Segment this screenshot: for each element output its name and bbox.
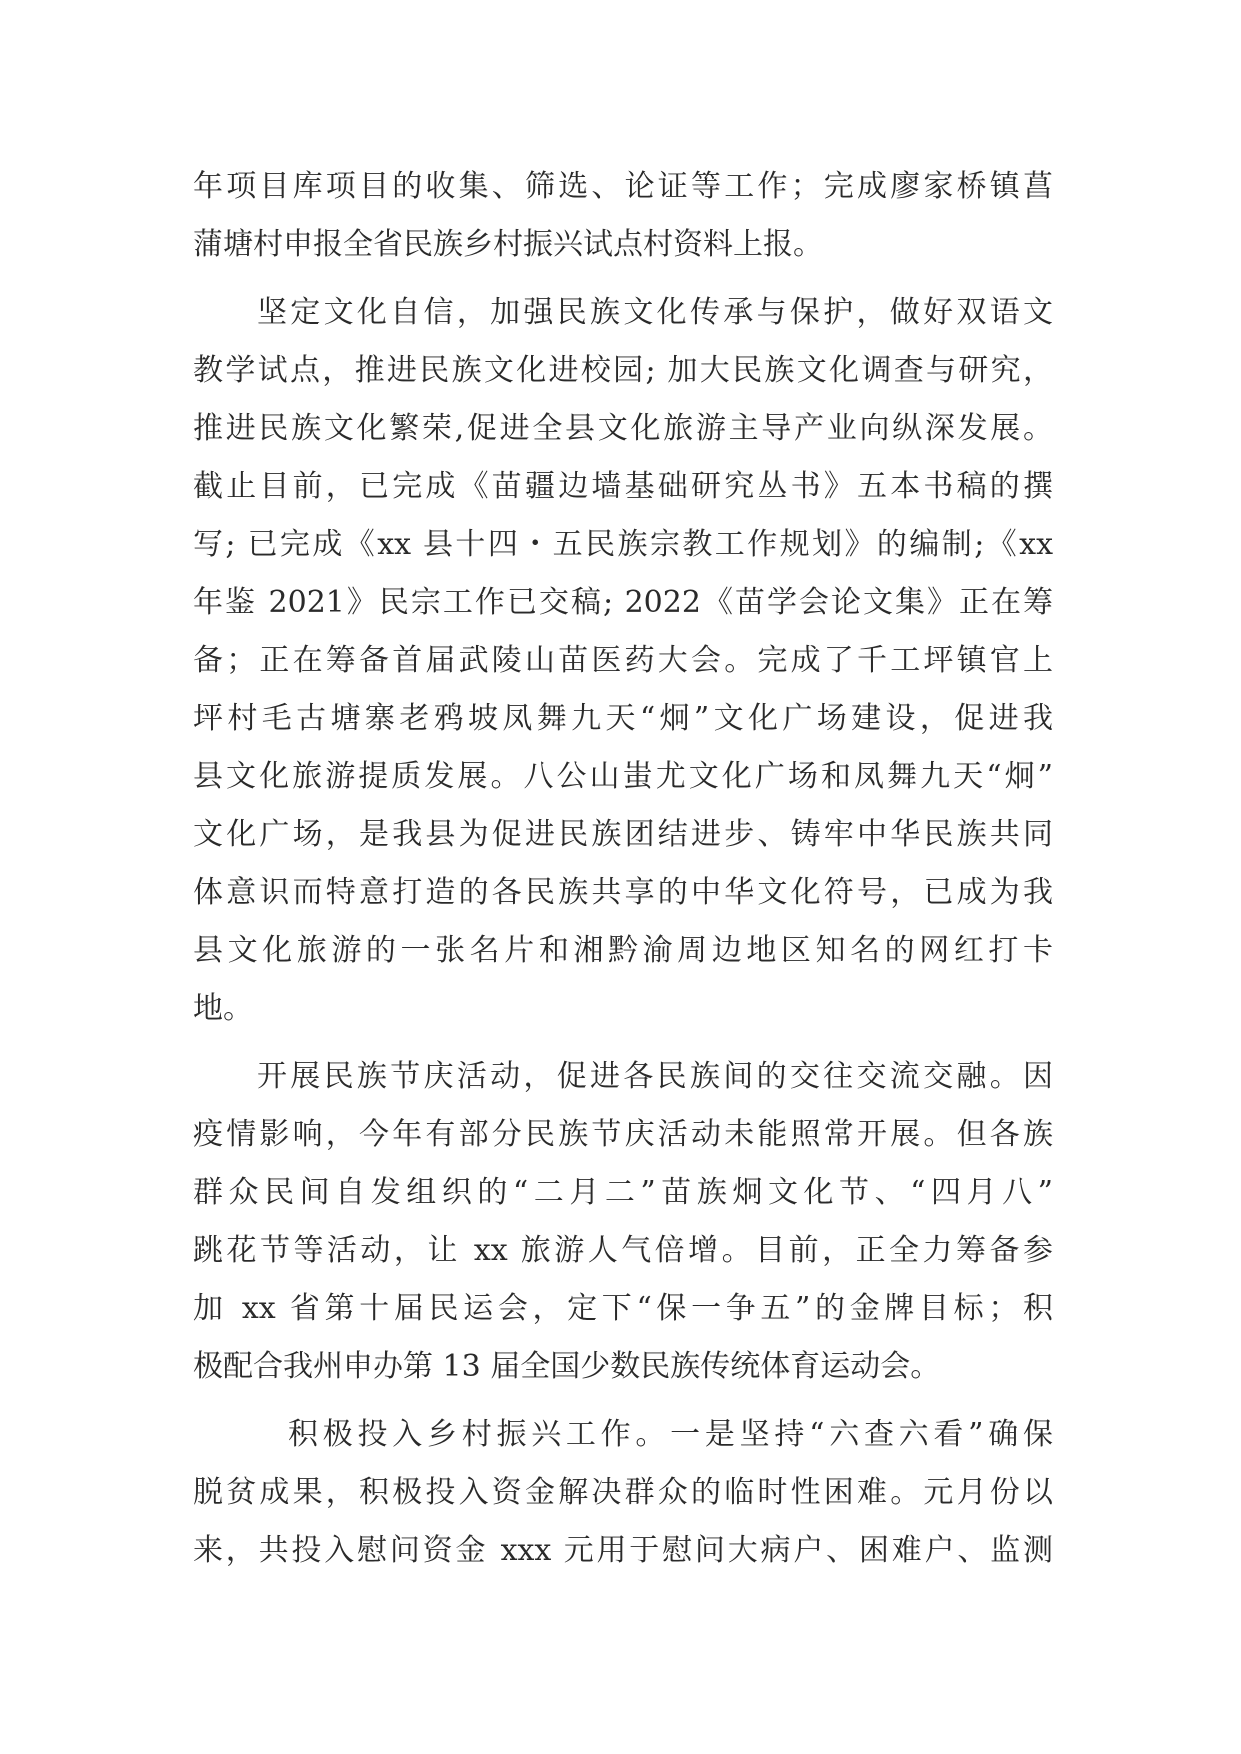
text-line: 坚定文化自信，加强民族文化传承与保护，做好双语文 — [257, 295, 1053, 330]
text-line: 跳花节等活动，让 xx 旅游人气倍增。目前，正全力筹备参 — [193, 1233, 1053, 1268]
text-line: 蒲塘村申报全省民族乡村振兴试点村资料上报。 — [193, 227, 823, 262]
text-line: 极配合我州申办第 13 届全国少数民族传统体育运动会。 — [193, 1349, 941, 1384]
paragraph-1 — [193, 158, 1053, 274]
document-body — [193, 158, 1053, 1580]
text-line: 积极投入乡村振兴工作。一是坚持“六查六看”确保 — [288, 1417, 1053, 1452]
paragraph-3 — [193, 1048, 1053, 1396]
text-line: 脱贫成果，积极投入资金解决群众的临时性困难。元月份以 — [193, 1475, 1053, 1510]
text-line: 来，共投入慰问资金 xxx 元用于慰问大病户、困难户、监测 — [193, 1533, 1053, 1568]
text-line: 县文化旅游的一张名片和湘黔渝周边地区知名的网红打卡 — [193, 933, 1053, 968]
paragraph-4 — [193, 1406, 1053, 1580]
text-line: 开展民族节庆活动，促进各民族间的交往交流交融。因 — [257, 1059, 1053, 1094]
text-line: 写; 已完成《xx 县十四・五民族宗教工作规划》的编制;《xx — [193, 527, 1053, 562]
text-line: 群众民间自发组织的“二月二”苗族炯文化节、“四月八” — [193, 1175, 1053, 1210]
text-line: 文化广场，是我县为促进民族团结进步、铸牢中华民族共同 — [193, 817, 1053, 852]
text-line: 年鉴 2021》民宗工作已交稿; 2022《苗学会论文集》正在筹 — [193, 585, 1053, 620]
text-line: 体意识而特意打造的各民族共享的中华文化符号，已成为我 — [193, 875, 1053, 910]
text-line: 推进民族文化繁荣,促进全县文化旅游主导产业向纵深发展。 — [193, 411, 1053, 446]
text-line: 地。 — [193, 991, 253, 1026]
paragraph-2 — [193, 284, 1053, 1038]
text-line: 坪村毛古塘寨老鸦坡凤舞九天“炯”文化广场建设，促进我 — [193, 701, 1053, 736]
text-line: 年项目库项目的收集、筛选、论证等工作；完成廖家桥镇菖 — [193, 169, 1053, 204]
text-line: 教学试点，推进民族文化进校园; 加大民族文化调查与研究， — [193, 353, 1053, 388]
text-line: 加 xx 省第十届民运会，定下“保一争五”的金牌目标；积 — [193, 1291, 1053, 1326]
text-line: 截止目前，已完成《苗疆边墙基础研究丛书》五本书稿的撰 — [193, 469, 1053, 504]
text-line: 备；正在筹备首届武陵山苗医药大会。完成了千工坪镇官上 — [193, 643, 1053, 678]
text-line: 疫情影响，今年有部分民族节庆活动未能照常开展。但各族 — [193, 1117, 1053, 1152]
text-line: 县文化旅游提质发展。八公山蚩尤文化广场和凤舞九天“炯” — [193, 759, 1053, 794]
